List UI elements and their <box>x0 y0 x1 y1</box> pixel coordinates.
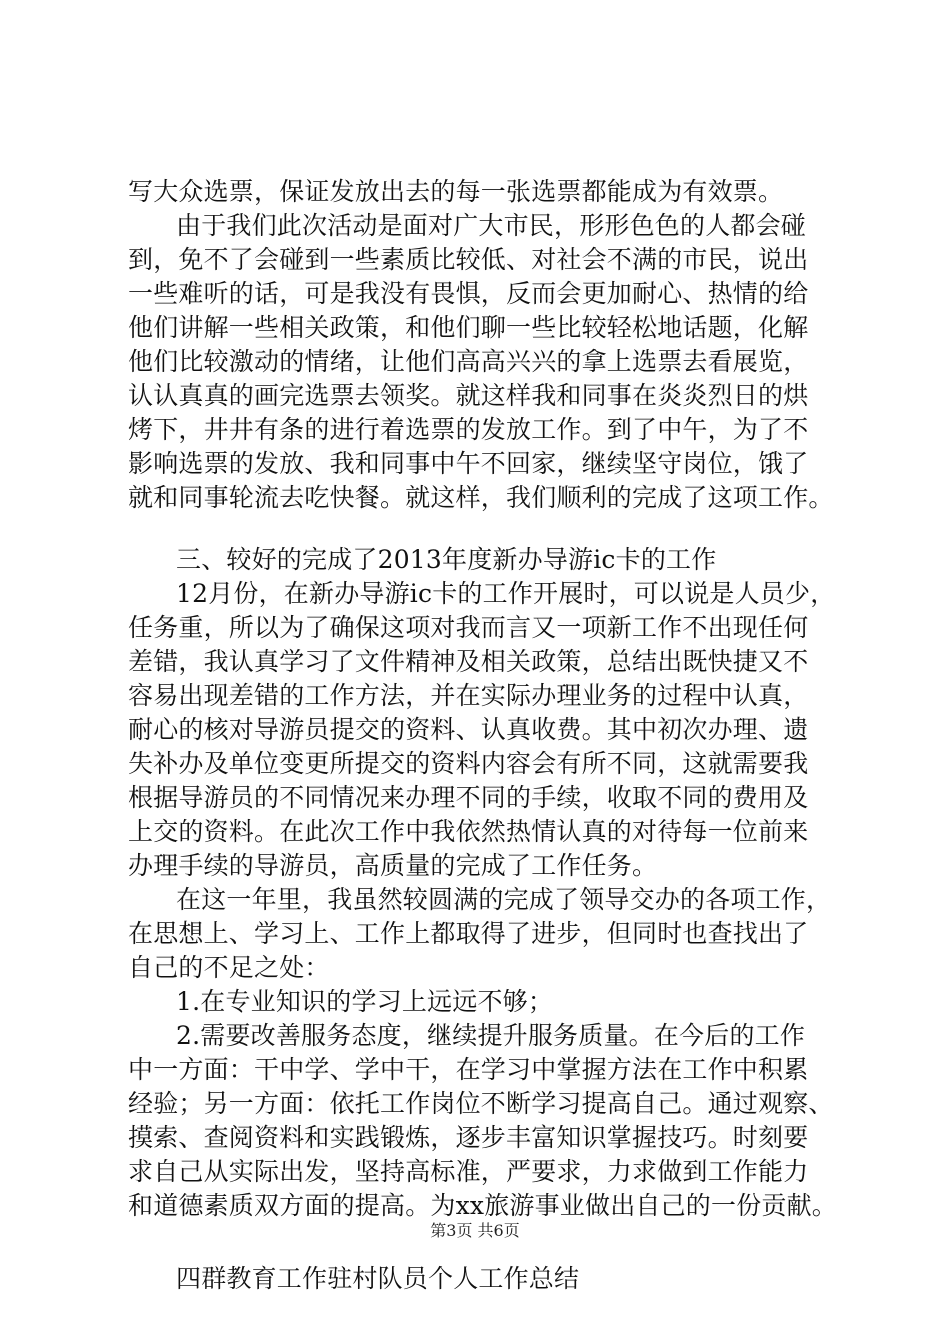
list-item: 1.在专业知识的学习上远远不够； <box>176 987 554 1016</box>
paragraph-line: 耐心的核对导游员提交的资料、认真收费。其中初次办理、遗 <box>128 715 809 744</box>
paragraph-line: 上交的资料。在此次工作中我依然热情认真的对待每一位前来 <box>128 817 809 846</box>
page-number: 第3页 共6页 <box>430 1221 520 1240</box>
paragraph-line: 影响选票的发放、我和同事中午不回家，继续坚守岗位，饿了 <box>128 449 809 478</box>
paragraph-line: 到，免不了会碰到一些素质比较低、对社会不满的市民，说出 <box>128 245 809 274</box>
paragraph-line: 摸索、查阅资料和实践锻炼，逐步丰富知识掌握技巧。时刻要 <box>128 1123 809 1152</box>
paragraph-line: 中一方面：干中学、学中干，在学习中掌握方法在工作中积累 <box>128 1055 809 1084</box>
paragraph-line: 由于我们此次活动是面对广大市民，形形色色的人都会碰 <box>176 211 807 240</box>
list-item: 2.需要改善服务态度，继续提升服务质量。在今后的工作 <box>176 1021 806 1050</box>
paragraph-line: 经验；另一方面：依托工作岗位不断学习提高自己。通过观察、 <box>128 1089 834 1118</box>
section-title: 四群教育工作驻村队员个人工作总结 <box>176 1264 580 1293</box>
paragraph-line: 一些难听的话，可是我没有畏惧，反而会更加耐心、热情的给 <box>128 279 809 308</box>
paragraph-line: 求自己从实际出发，坚持高标准，严要求，力求做到工作能力 <box>128 1157 809 1186</box>
paragraph-line: 办理手续的导游员，高质量的完成了工作任务。 <box>128 851 658 880</box>
paragraph-line: 根据导游员的不同情况来办理不同的手续，收取不同的费用及 <box>128 783 809 812</box>
paragraph-line: 容易出现差错的工作方法，并在实际办理业务的过程中认真， <box>128 681 809 710</box>
paragraph-line: 在这一年里，我虽然较圆满的完成了领导交办的各项工作， <box>176 885 832 914</box>
paragraph-line: 认认真真的画完选票去领奖。就这样我和同事在炎炎烈日的烘 <box>128 381 809 410</box>
paragraph-line: 他们讲解一些相关政策，和他们聊一些比较轻松地话题，化解 <box>128 313 809 342</box>
paragraph-line: 烤下，井井有条的进行着选票的发放工作。到了中午，为了不 <box>128 415 809 444</box>
section-heading: 三、较好的完成了2013年度新办导游ic卡的工作 <box>176 545 717 574</box>
paragraph-line: 自己的不足之处： <box>128 953 330 982</box>
paragraph-line: 12月份，在新办导游ic卡的工作开展时，可以说是人员少， <box>176 579 836 608</box>
paragraph-line: 他们比较激动的情绪，让他们高高兴兴的拿上选票去看展览， <box>128 347 809 376</box>
paragraph-line: 差错，我认真学习了文件精神及相关政策，总结出既快捷又不 <box>128 647 809 676</box>
paragraph-line: 就和同事轮流去吃快餐。就这样，我们顺利的完成了这项工作。 <box>128 483 834 512</box>
paragraph-line: 在思想上、学习上、工作上都取得了进步，但同时也查找出了 <box>128 919 809 948</box>
paragraph-line: 和道德素质双方面的提高。为xx旅游事业做出自己的一份贡献。 <box>128 1191 838 1220</box>
paragraph-line: 写大众选票，保证发放出去的每一张选票都能成为有效票。 <box>128 177 784 206</box>
paragraph-line: 失补办及单位变更所提交的资料内容会有所不同，这就需要我 <box>128 749 809 778</box>
paragraph-line: 任务重，所以为了确保这项对我而言又一项新工作不出现任何 <box>128 613 809 642</box>
